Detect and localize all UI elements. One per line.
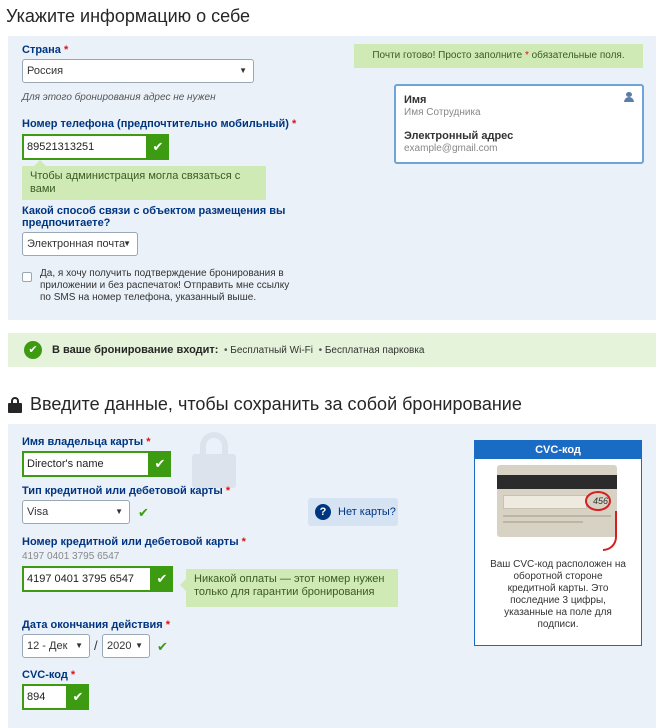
lock-icon <box>8 397 22 413</box>
profile-card <box>394 84 644 164</box>
expiry-separator: / <box>94 638 98 653</box>
chevron-down-icon: ▼ <box>115 507 123 516</box>
expiry-month-select[interactable] <box>22 634 90 658</box>
almost-ready-banner <box>354 44 643 68</box>
cvc-label-text: CVC-код <box>22 669 68 681</box>
almost-ready-text-pre: Почти готово! Просто заполните <box>372 50 523 61</box>
card-type-label-text: Тип кредитной или дебетовой карты <box>22 485 223 497</box>
card-holder-valid-check-icon: ✔ <box>149 451 171 477</box>
card-type-select[interactable] <box>22 500 130 524</box>
card-number-label <box>22 536 246 548</box>
cvc-label <box>22 669 75 681</box>
cvc-text-line6: подписи. <box>537 619 579 630</box>
required-mark: * <box>146 436 151 448</box>
no-card-button[interactable] <box>308 498 398 526</box>
chevron-down-icon: ▼ <box>135 641 143 650</box>
included-items: • Бесплатный Wi-Fi • Бесплатная парковка <box>224 345 425 356</box>
phone-label-text: Номер телефона (предпочтительно мобильный) <box>22 118 289 130</box>
expiry-year-value: 2020 <box>107 640 132 652</box>
expiry-month-value: 12 - Дек <box>27 640 68 652</box>
required-mark: * <box>292 118 297 130</box>
included-item-parking: Бесплатная парковка <box>324 345 425 356</box>
phone-label <box>22 118 296 130</box>
phone-input[interactable]: 89521313251 <box>22 134 148 160</box>
country-label-text: Страна <box>22 44 61 56</box>
required-mark: * <box>225 485 231 497</box>
sms-text-line3: по SMS на номер телефона, указанный выше. <box>40 292 257 303</box>
included-item-wifi: Бесплатный Wi-Fi <box>230 345 313 356</box>
required-mark: * <box>524 50 529 61</box>
card-holder-input[interactable]: Director's name <box>22 451 150 477</box>
cvc-valid-check-icon: ✔ <box>67 684 89 710</box>
card-cvc-digits: 456 <box>593 496 609 506</box>
required-mark: * <box>241 536 246 548</box>
cvc-text-line3: кредитной карты. Это <box>507 583 609 594</box>
cvc-info-box <box>474 440 642 646</box>
profile-name-value: Имя Сотрудника <box>404 107 481 118</box>
no-card-label: Нет карты? <box>338 506 396 518</box>
cvc-text-line1: Ваш CVC-код расположен на <box>490 559 626 570</box>
check-circle-icon: ✔ <box>24 341 42 359</box>
card-number-tip-line1: Никакой оплаты — этот номер нужен <box>194 573 385 585</box>
required-mark: * <box>64 44 69 56</box>
card-holder-label-text: Имя владельца карты <box>22 436 144 448</box>
chevron-down-icon: ▼ <box>239 66 247 75</box>
profile-email-label: Электронный адрес <box>404 130 514 142</box>
contact-method-label <box>22 205 285 229</box>
card-number-input[interactable]: 4197 0401 3795 6547 <box>22 566 152 592</box>
card-number-tooltip <box>186 569 398 607</box>
expiry-check-icon: ✔ <box>157 639 168 654</box>
card-type-check-icon: ✔ <box>138 505 149 520</box>
expiry-label-text: Дата окончания действия <box>22 619 163 631</box>
contact-method-label-line2: предпочитаете? <box>22 217 111 229</box>
cvc-text-line2: оборотной стороне <box>513 571 603 582</box>
section-title-payment: Введите данные, чтобы сохранить за собой бронирование <box>30 394 522 414</box>
country-select[interactable] <box>22 59 254 83</box>
cvc-input[interactable]: 894 <box>22 684 68 710</box>
required-mark: * <box>70 669 76 681</box>
card-type-value: Visa <box>27 506 49 518</box>
sms-text-line2: приложении и без распечаток! Отправить мне ссылку <box>40 280 290 291</box>
card-number-valid-check-icon: ✔ <box>151 566 173 592</box>
sms-checkbox[interactable] <box>22 272 32 282</box>
cvc-pointer-line <box>603 511 617 551</box>
country-select-value: Россия <box>27 65 64 77</box>
card-holder-label <box>22 436 150 448</box>
section-title-personal-info: Укажите информацию о себе <box>6 6 251 26</box>
required-mark: * <box>165 619 170 631</box>
card-type-label <box>22 485 230 497</box>
contact-method-select[interactable] <box>22 232 138 256</box>
expiry-year-select[interactable] <box>102 634 150 658</box>
sms-checkbox-text <box>40 268 289 304</box>
phone-tooltip: Чтобы администрация могла связаться с вами <box>22 166 266 200</box>
lock-watermark-icon <box>192 432 236 488</box>
card-number-hint: 4197 0401 3795 6547 <box>22 551 120 562</box>
cvc-info-text <box>475 559 641 631</box>
cvc-text-line4: последние 3 цифры, <box>510 595 606 606</box>
almost-ready-text-post: обязательные поля. <box>531 50 625 61</box>
card-number-label-text: Номер кредитной или дебетовой карты <box>22 536 239 548</box>
contact-method-value: Электронная почта <box>27 238 126 250</box>
question-icon: ? <box>315 504 331 520</box>
card-number-tip-line2: только для гарантии бронирования <box>194 586 375 598</box>
contact-method-label-line1: Какой способ связи с объектом размещения вы <box>22 205 286 217</box>
phone-valid-check-icon: ✔ <box>147 134 169 160</box>
country-label <box>22 44 68 56</box>
sms-text-line1: Да, я хочу получить подтверждение бронирования в <box>40 268 284 279</box>
address-hint: Для этого бронирования адрес не нужен <box>22 92 216 103</box>
included-label: В ваше бронирование входит: <box>52 344 219 356</box>
chevron-down-icon: ▼ <box>123 239 131 248</box>
cvc-info-title: CVC-код <box>475 441 641 459</box>
card-back-image <box>497 465 617 537</box>
profile-email-value: example@gmail.com <box>404 143 498 154</box>
user-icon <box>624 92 634 102</box>
cvc-text-line5: указанные на поле для <box>504 607 612 618</box>
expiry-label <box>22 619 170 631</box>
included-bar <box>8 333 656 367</box>
profile-name-label: Имя <box>404 94 427 106</box>
chevron-down-icon: ▼ <box>75 641 83 650</box>
